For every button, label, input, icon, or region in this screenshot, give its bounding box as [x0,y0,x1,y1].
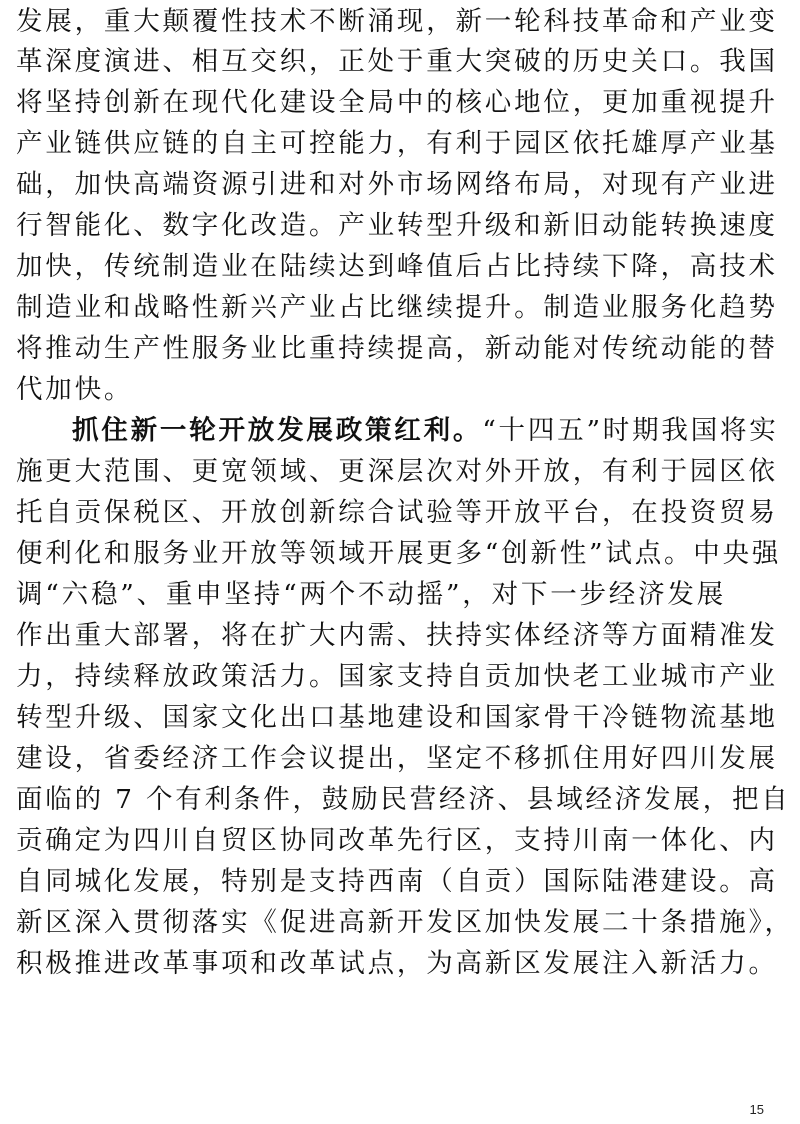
text-line: 行智能化、数字化改造。产业转型升级和新旧动能转换速度 [16,210,778,241]
text-line: 托自贡保税区、开放创新综合试验等开放平台，在投资贸易 [16,497,778,528]
text-line: 积极推进改革事项和改革试点，为高新区发展注入新活力。 [16,948,778,979]
text-line: 加快，传统制造业在陆续达到峰值后占比持续下降，高技术 [16,251,778,282]
text-line: 自同城化发展，特别是支持西南（自贡）国际陆港建设。高 [16,866,778,897]
section-heading: 抓住新一轮开放发展政策红利。 [72,415,483,446]
text-line: 础，加快高端资源引进和对外市场网络布局，对现有产业进 [16,169,778,200]
text-line: 制造业和战略性新兴产业占比继续提升。制造业服务化趋势 [16,292,778,323]
text-line: 作出重大部署，将在扩大内需、扶持实体经济等方面精准发 [16,620,778,651]
paragraph-first-line [72,415,786,446]
text-line: 建设，省委经济工作会议提出，坚定不移抓住用好四川发展 [16,743,778,774]
text-line: 代加快。 [16,374,134,405]
text-line-rest: “十四五”时期我国将实 [482,415,779,446]
page-number: 15 [749,1102,764,1117]
text-line: 施更大范围、更宽领域、更深层次对外开放，有利于园区依 [16,456,778,487]
text-line: 贡确定为四川自贸区协同改革先行区，支持川南一体化、内 [16,825,778,856]
text-line: 便利化和服务业开放等领域开展更多“创新性”试点。中央强 [16,538,782,569]
text-line: 将推动生产性服务业比重持续提高，新动能对传统动能的替 [16,333,778,364]
text-line: 产业链供应链的自主可控能力，有利于园区依托雄厚产业基 [16,128,778,159]
text-line: 力，持续释放政策活力。国家支持自贡加快老工业城市产业 [16,661,778,692]
text-line: 发展，重大颠覆性技术不断涌现，新一轮科技革命和产业变 [16,6,778,37]
text-line: 转型升级、国家文化出口基地建设和国家骨干冷链物流基地 [16,702,778,733]
text-line: 革深度演进、相互交织，正处于重大突破的历史关口。我国 [16,46,778,77]
text-line: 面临的 7 个有利条件，鼓励民营经济、县域经济发展，把自 [16,784,791,815]
text-line: 调“六稳”、重申坚持“两个不动摇”，对下一步经济发展 [16,579,726,610]
text-line: 将坚持创新在现代化建设全局中的核心地位，更加重视提升 [16,87,778,118]
text-line: 新区深入贯彻落实《促进高新开发区加快发展二十条措施》， [16,907,794,938]
